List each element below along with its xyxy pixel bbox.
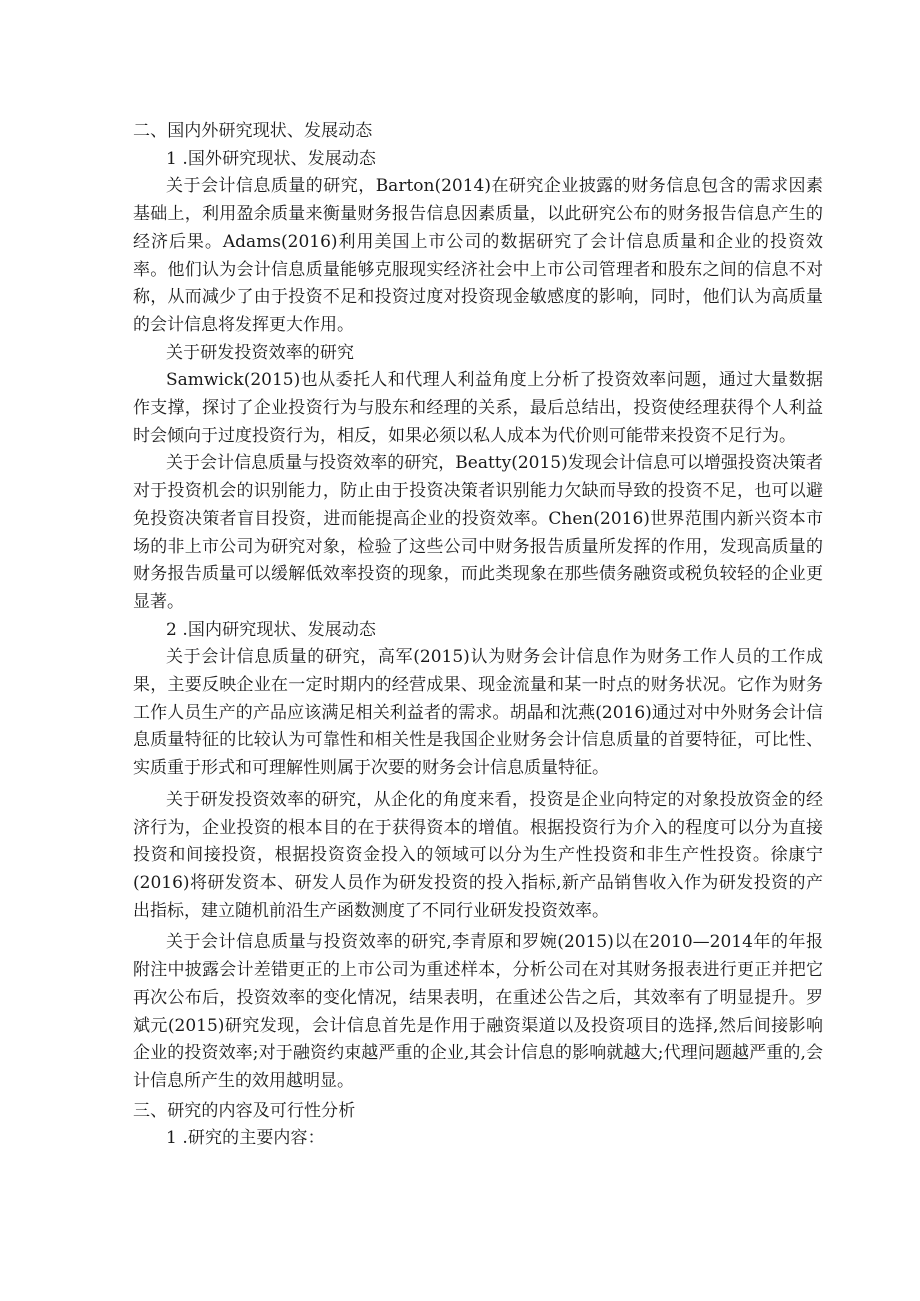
section-heading-3: 三、研究的内容及可行性分析 [133,1100,356,1121]
subsection-heading-3-1: 1 .研究的主要内容： [166,1128,325,1149]
document-page [133,118,823,1153]
subsection-heading-2-2: 2 .国内研究现状、发展动态 [166,619,377,640]
section-heading-2: 二、国内外研究现状、发展动态 [133,121,373,141]
paragraph-domestic-accounting-quality: 关于会计信息质量的研究，高军(2015)认为财务会计信息作为财务工作人员的工作成果，主要反映企业在一定时期内的经营成果、现金流量和某一时点的财务状况。它作为财务工作人员生产的产品应该满足相关利益者的需求。胡晶和沈燕(2016)通过对中外财务会计信息质量特征的比较认为可靠性和相关性是我国企业财务会计信息质量的首要特征，可比性、实质重于形式和可理解性则属于次要的财务会计信息质量特征。 [133,647,823,779]
paragraph-foreign-quality-efficiency: 关于会计信息质量与投资效率的研究，Beatty(2015)发现会计信息可以增强投资决策者对于投资机会的识别能力，防止由于投资决策者识别能力欠缺而导致的投资不足，也可以避免投资决策者盲目投资，进而能提高企业的投资效率。Chen(2016)世界范围内新兴资本市场的非上市公司为研究对象，检验了这些公司中财务报告质量所发挥的作用，发现高质量的财务报告质量可以缓解低效率投资的现象，而此类现象在那些债务融资或税负较轻的企业更显著。 [133,453,823,612]
subsection-heading-2-1: 1 .国外研究现状、发展动态 [166,148,377,169]
paragraph-domestic-rd-efficiency: 关于研发投资效率的研究，从企化的角度来看，投资是企业向特定的对象投放资金的经济行为，企业投资的根本目的在于获得资本的增值。根据投资行为介入的程度可以分为直接投资和间接投资，根据投资资金投入的领域可以分为生产性投资和非生产性投资。徐康宁(2016)将研发资本、研发人员作为研发投资的投入指标,新产品销售收入作为研发投资的产出指标，建立随机前沿生产函数测度了不同行业研发投资效率。 [133,789,823,921]
paragraph-foreign-accounting-quality: 关于会计信息质量的研究，Barton(2014)在研究企业披露的财务信息包含的需求因素基础上，利用盈余质量来衡量财务报告信息因素质量，以此研究公布的财务报告信息产生的经济后果。Adams(2016)利用美国上市公司的数据研究了会计信息质量和企业的投资效率。他们认为会计信息质量能够克服现实经济社会中上市公司管理者和股东之间的信息不对称，从而减少了由于投资不足和投资过度对投资现金敏感度的影响，同时，他们认为高质量的会计信息将发挥更大作用。 [133,176,823,335]
paragraph-domestic-quality-efficiency: 关于会计信息质量与投资效率的研究,李青原和罗婉(2015)以在2010—2014年的年报附注中披露会计差错更正的上市公司为重述样本，分析公司在对其财务报表进行更正并把它再次公布后，投资效率的变化情况，结果表明，在重述公告之后，其效率有了明显提升。罗斌元(2015)研究发现，会计信息首先是作用于融资渠道以及投资项目的选择,然后间接影响企业的投资效率;对于融资约束越严重的企业,其会计信息的影响就越大;代理问题越严重的,会计信息所产生的效用越明显。 [133,932,823,1091]
paragraph-heading-rd-efficiency: 关于研发投资效率的研究 [166,342,355,363]
paragraph-samwick: Samwick(2015)也从委托人和代理人利益角度上分析了投资效率问题，通过大量数据作支撑，探讨了企业投资行为与股东和经理的关系，最后总结出，投资使经理获得个人利益时会倾向于过度投资行为，相反，如果必须以私人成本为代价则可能带来投资不足行为。 [133,370,823,446]
